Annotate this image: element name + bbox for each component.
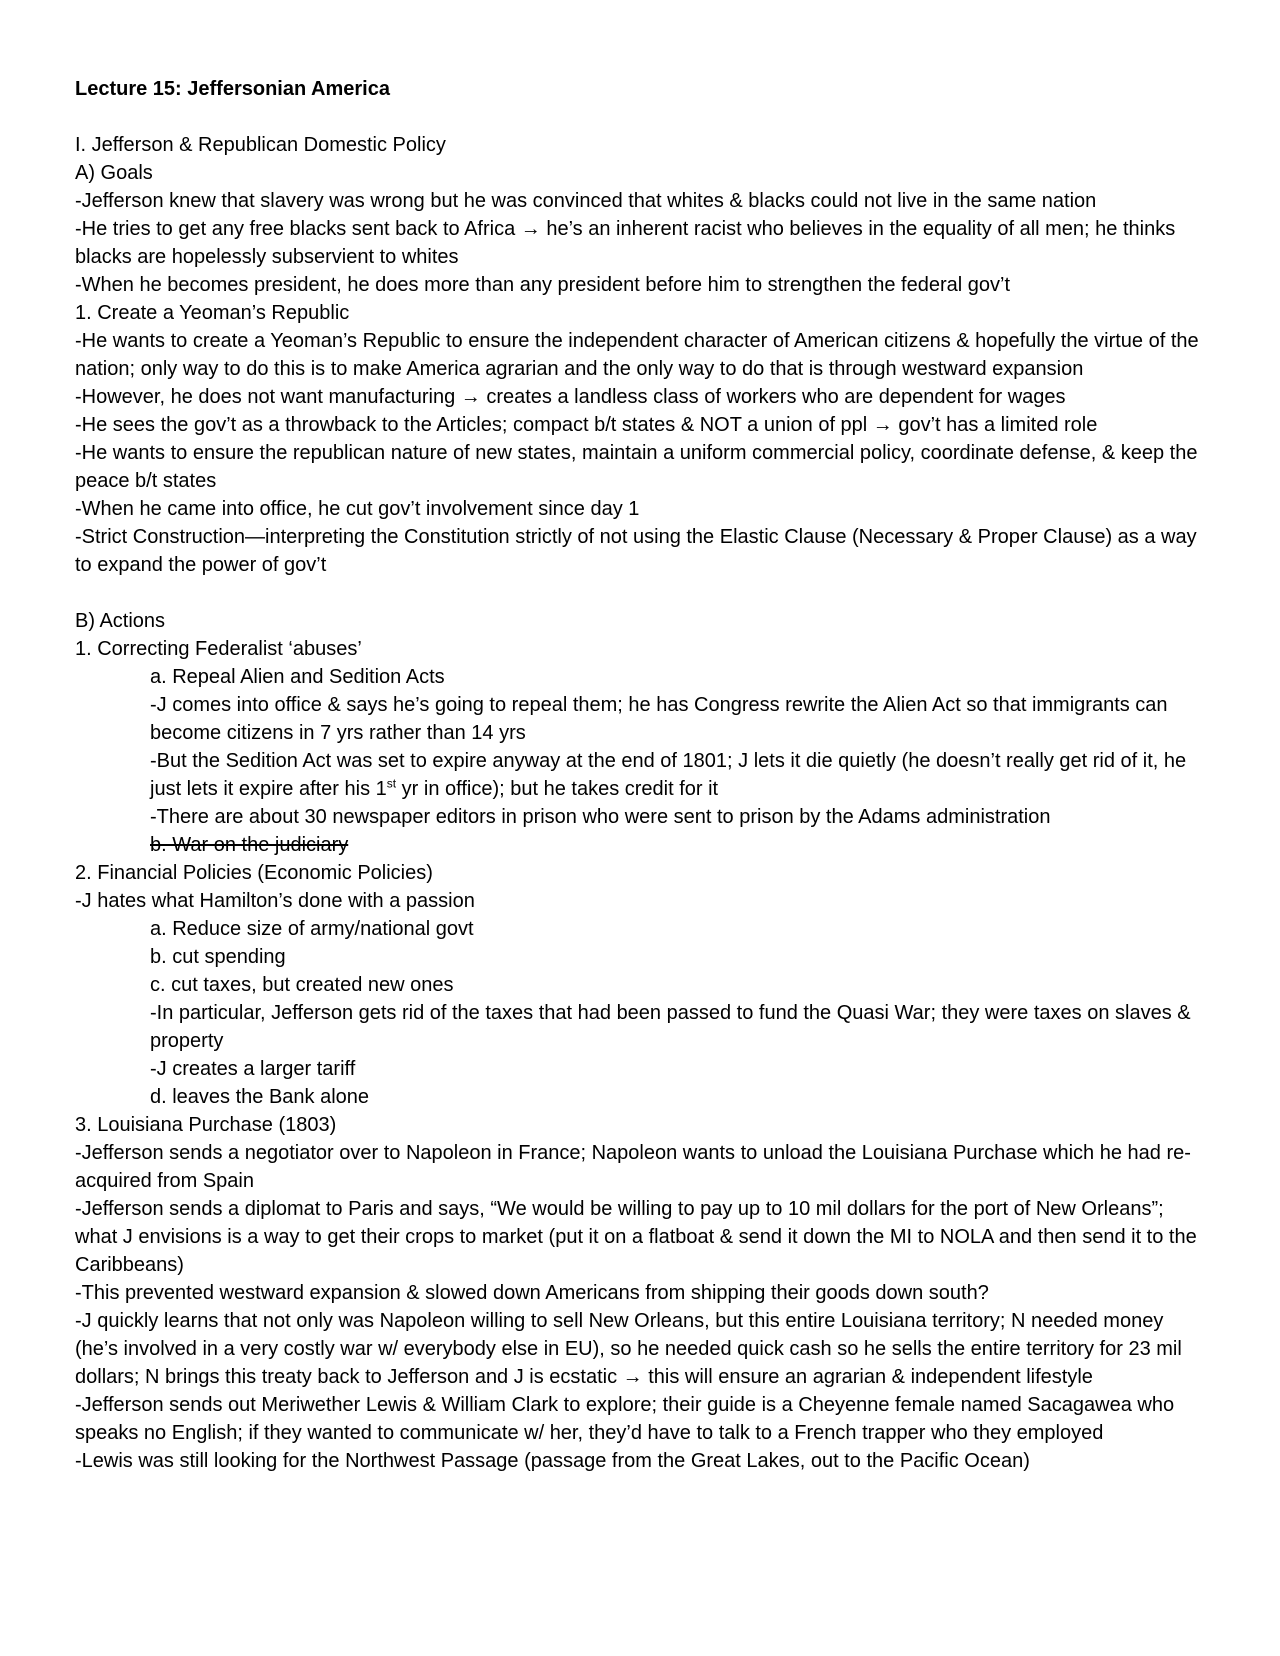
paragraph: -He tries to get any free blacks sent back to Africa → he’s an inherent racist who believes in the equality of all men; he thinks blacks are hopelessly subservient to whites bbox=[75, 218, 1176, 268]
indented-item: a. Reduce size of army/national govt bbox=[150, 918, 474, 940]
struck-item: b. War on the judiciary bbox=[150, 834, 349, 856]
blank-line bbox=[75, 103, 1205, 131]
paragraph: -Jefferson sends a diplomat to Paris and says, “We would be willing to pay up to 10 mil dollars for the port of New Orleans”; what J envisions is a way to get their crops to market (put it on a flatboat & send it down the MI to NOLA and then send it to the Caribbeans) bbox=[75, 1198, 1197, 1276]
subsection-heading-yeoman: 1. Create a Yeoman’s Republic bbox=[75, 302, 350, 324]
indented-paragraph: -J comes into office & says he’s going to repeal them; he has Congress rewrite the Alien Act so that immigrants can become citizens in 7 yrs rather than 14 yrs bbox=[150, 694, 1168, 744]
subsection-heading-actions: B) Actions bbox=[75, 610, 166, 632]
paragraph: -He wants to create a Yeoman’s Republic to ensure the independent character of American citizens & hopefully the virtue of the nation; only way to do this is to make America agrarian and the only way to do that is through westward expansion bbox=[75, 330, 1199, 380]
subsection-heading-financial: 2. Financial Policies (Economic Policies) bbox=[75, 862, 433, 884]
indented-paragraph: -In particular, Jefferson gets rid of the taxes that had been passed to fund the Quasi War; they were taxes on slaves & property bbox=[150, 1002, 1191, 1052]
indented-item: c. cut taxes, but created new ones bbox=[150, 974, 454, 996]
indented-paragraph bbox=[75, 747, 1205, 803]
paragraph: -Lewis was still looking for the Northwest Passage (passage from the Great Lakes, out to the Pacific Ocean) bbox=[75, 1450, 1030, 1472]
paragraph: -J hates what Hamilton’s done with a passion bbox=[75, 890, 475, 912]
subsection-heading-louisiana: 3. Louisiana Purchase (1803) bbox=[75, 1114, 337, 1136]
paragraph: -When he came into office, he cut gov’t involvement since day 1 bbox=[75, 498, 640, 520]
subsection-heading-federalist: 1. Correcting Federalist ‘abuses’ bbox=[75, 638, 362, 660]
paragraph: -J quickly learns that not only was Napoleon willing to sell New Orleans, but this entire Louisiana territory; N needed money (he’s involved in a very costly war w/ everybody else in EU), so he needed quick cash so he sells the entire territory for 23 mil dollars; N brings this treaty back to Jefferson and J is ecstatic → this will ensure an agrarian & independent lifestyle bbox=[75, 1310, 1182, 1388]
paragraph: -This prevented westward expansion & slowed down Americans from shipping their goods down south? bbox=[75, 1282, 989, 1304]
sedition-text-end: yr in office); but he takes credit for it bbox=[396, 778, 719, 800]
paragraph: -He wants to ensure the republican nature of new states, maintain a uniform commercial policy, coordinate defense, & keep the peace b/t states bbox=[75, 442, 1198, 492]
indented-paragraph: -There are about 30 newspaper editors in prison who were sent to prison by the Adams administration bbox=[150, 806, 1051, 828]
paragraph: -Jefferson knew that slavery was wrong but he was convinced that whites & blacks could not live in the same nation bbox=[75, 190, 1097, 212]
section-heading: I. Jefferson & Republican Domestic Policy bbox=[75, 134, 446, 156]
indented-item: -J creates a larger tariff bbox=[150, 1058, 356, 1080]
struck-item-row bbox=[75, 831, 1205, 859]
paragraph: -Jefferson sends a negotiator over to Napoleon in France; Napoleon wants to unload the Louisiana Purchase which he had re-acquired from Spain bbox=[75, 1142, 1191, 1192]
document-page bbox=[75, 75, 1205, 1475]
sedition-text: -But the Sedition Act was set to expire anyway at the end of 1801; J lets it die quietly (he doesn’t really get rid of it, he just lets it expire after his 1 bbox=[150, 750, 1187, 800]
paragraph: -He sees the gov’t as a throwback to the Articles; compact b/t states & NOT a union of ppl → gov’t has a limited role bbox=[75, 414, 1098, 436]
indented-item: d. leaves the Bank alone bbox=[150, 1086, 370, 1108]
paragraph: -When he becomes president, he does more than any president before him to strengthen the federal gov’t bbox=[75, 274, 1010, 296]
paragraph: -However, he does not want manufacturing → creates a landless class of workers who are dependent for wages bbox=[75, 386, 1066, 408]
indented-item: a. Repeal Alien and Sedition Acts bbox=[150, 666, 445, 688]
paragraph: -Strict Construction—interpreting the Constitution strictly of not using the Elastic Clause (Necessary & Proper Clause) as a way to expand the power of gov’t bbox=[75, 526, 1197, 576]
document-title: Lecture 15: Jeffersonian America bbox=[75, 78, 390, 100]
indented-item: b. cut spending bbox=[150, 946, 286, 968]
paragraph: -Jefferson sends out Meriwether Lewis & William Clark to explore; their guide is a Cheyenne female named Sacagawea who speaks no English; if they wanted to communicate w/ her, they’d have to talk to a French trapper who they employed bbox=[75, 1394, 1175, 1444]
blank-line bbox=[75, 579, 1205, 607]
subsection-heading-goals: A) Goals bbox=[75, 162, 153, 184]
superscript: st bbox=[386, 776, 397, 791]
